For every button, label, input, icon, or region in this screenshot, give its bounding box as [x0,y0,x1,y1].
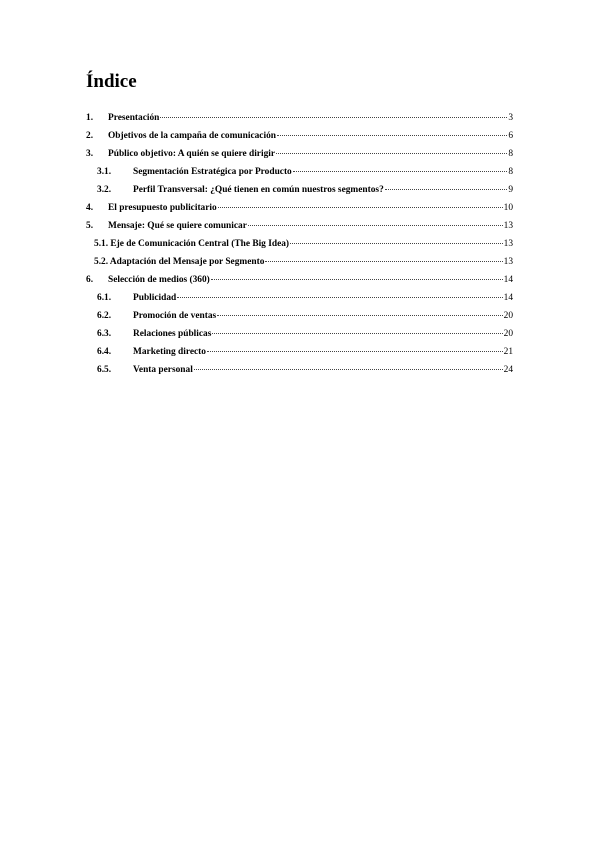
toc-entry-number: 6.2. [97,311,112,321]
toc-entry-title: Objetivos de la campaña de comunicación [108,131,276,141]
toc-entry-seleccion-medios[interactable] [86,271,513,289]
dot-leader [211,279,503,280]
dot-leader [207,351,503,352]
toc-entry-segmentacion[interactable] [86,163,513,181]
toc-entry-page: 13 [503,257,513,267]
toc-entry-number: 6. [86,275,94,285]
toc-entry-page: 13 [503,221,513,231]
toc-entry-number: 2. [86,131,94,141]
toc-entry-page: 8 [508,149,513,159]
toc-entry-number: 3.2. [97,185,112,195]
dot-leader [212,333,502,334]
toc-entry-title: Marketing directo [133,347,206,357]
toc-entry-number: 6.3. [97,329,112,339]
toc-entry-objetivos[interactable] [86,127,513,145]
toc-entry-title: Promoción de ventas [133,311,217,321]
dot-leader [276,153,507,154]
dot-leader [160,117,507,118]
toc-entry-marketing-directo[interactable] [86,343,513,361]
toc-entry-page: 21 [503,347,513,357]
toc-entry-eje-comunicacion[interactable] [86,235,513,253]
toc-entry-title: Publicidad [133,293,177,303]
toc-entry-number: 5. [86,221,94,231]
toc-entry-title: Venta personal [133,365,193,375]
toc-entry-publicidad[interactable] [86,289,513,307]
dot-leader [194,369,503,370]
toc-entry-relaciones-publicas[interactable] [86,325,513,343]
toc-entry-page: 14 [503,275,513,285]
toc-entry-page: 14 [503,293,513,303]
toc-entry-number: 4. [86,203,94,213]
dot-leader [248,225,503,226]
dot-leader [277,135,507,136]
toc-entry-page: 20 [503,311,513,321]
toc-entry-adaptacion-mensaje[interactable] [86,253,513,271]
toc-entry-number: 1. [86,113,94,123]
toc-entry-title: Público objetivo: A quién se quiere dirigir [108,149,276,159]
toc-entry-presentacion[interactable] [86,109,513,127]
dot-leader [290,243,503,244]
toc-entry-title: 5.2. Adaptación del Mensaje por Segmento [94,257,265,267]
toc-entry-page: 6 [508,131,513,141]
toc-entry-number: 6.5. [97,365,112,375]
toc-entry-title: Selección de medios (360) [108,275,210,285]
toc-entry-page: 20 [503,329,513,339]
toc-entry-page: 24 [503,365,513,375]
dot-leader [293,171,508,172]
toc-entry-number: 6.4. [97,347,112,357]
toc-entry-title: 5.1. Eje de Comunicación Central (The Big Idea) [94,239,290,249]
dot-leader [265,261,502,262]
dot-leader [177,297,502,298]
toc-entry-page: 9 [508,185,513,195]
toc-entry-title: Mensaje: Qué se quiere comunicar [108,221,247,231]
toc-entry-title: Relaciones públicas [133,329,212,339]
dot-leader [217,315,502,316]
page-title: Índice [86,71,137,92]
toc-entry-title: El presupuesto publicitario [108,203,217,213]
toc-entry-publico-objetivo[interactable] [86,145,513,163]
toc-entry-mensaje[interactable] [86,217,513,235]
toc-entry-page: 8 [508,167,513,177]
toc-entry-number: 3. [86,149,94,159]
table-of-contents [86,109,513,379]
toc-entry-promocion-ventas[interactable] [86,307,513,325]
toc-entry-venta-personal[interactable] [86,361,513,379]
dot-leader [385,189,508,190]
toc-entry-presupuesto[interactable] [86,199,513,217]
dot-leader [218,207,503,208]
toc-entry-title: Presentación [108,113,160,123]
toc-entry-page: 10 [503,203,513,213]
toc-entry-title: Segmentación Estratégica por Producto [133,167,292,177]
toc-entry-page: 13 [503,239,513,249]
toc-entry-perfil-transversal[interactable] [86,181,513,199]
toc-entry-title: Perfil Transversal: ¿Qué tienen en común nuestros segmentos? [133,185,384,195]
toc-entry-number: 6.1. [97,293,112,303]
toc-entry-number: 3.1. [97,167,112,177]
toc-entry-page: 3 [508,113,513,123]
